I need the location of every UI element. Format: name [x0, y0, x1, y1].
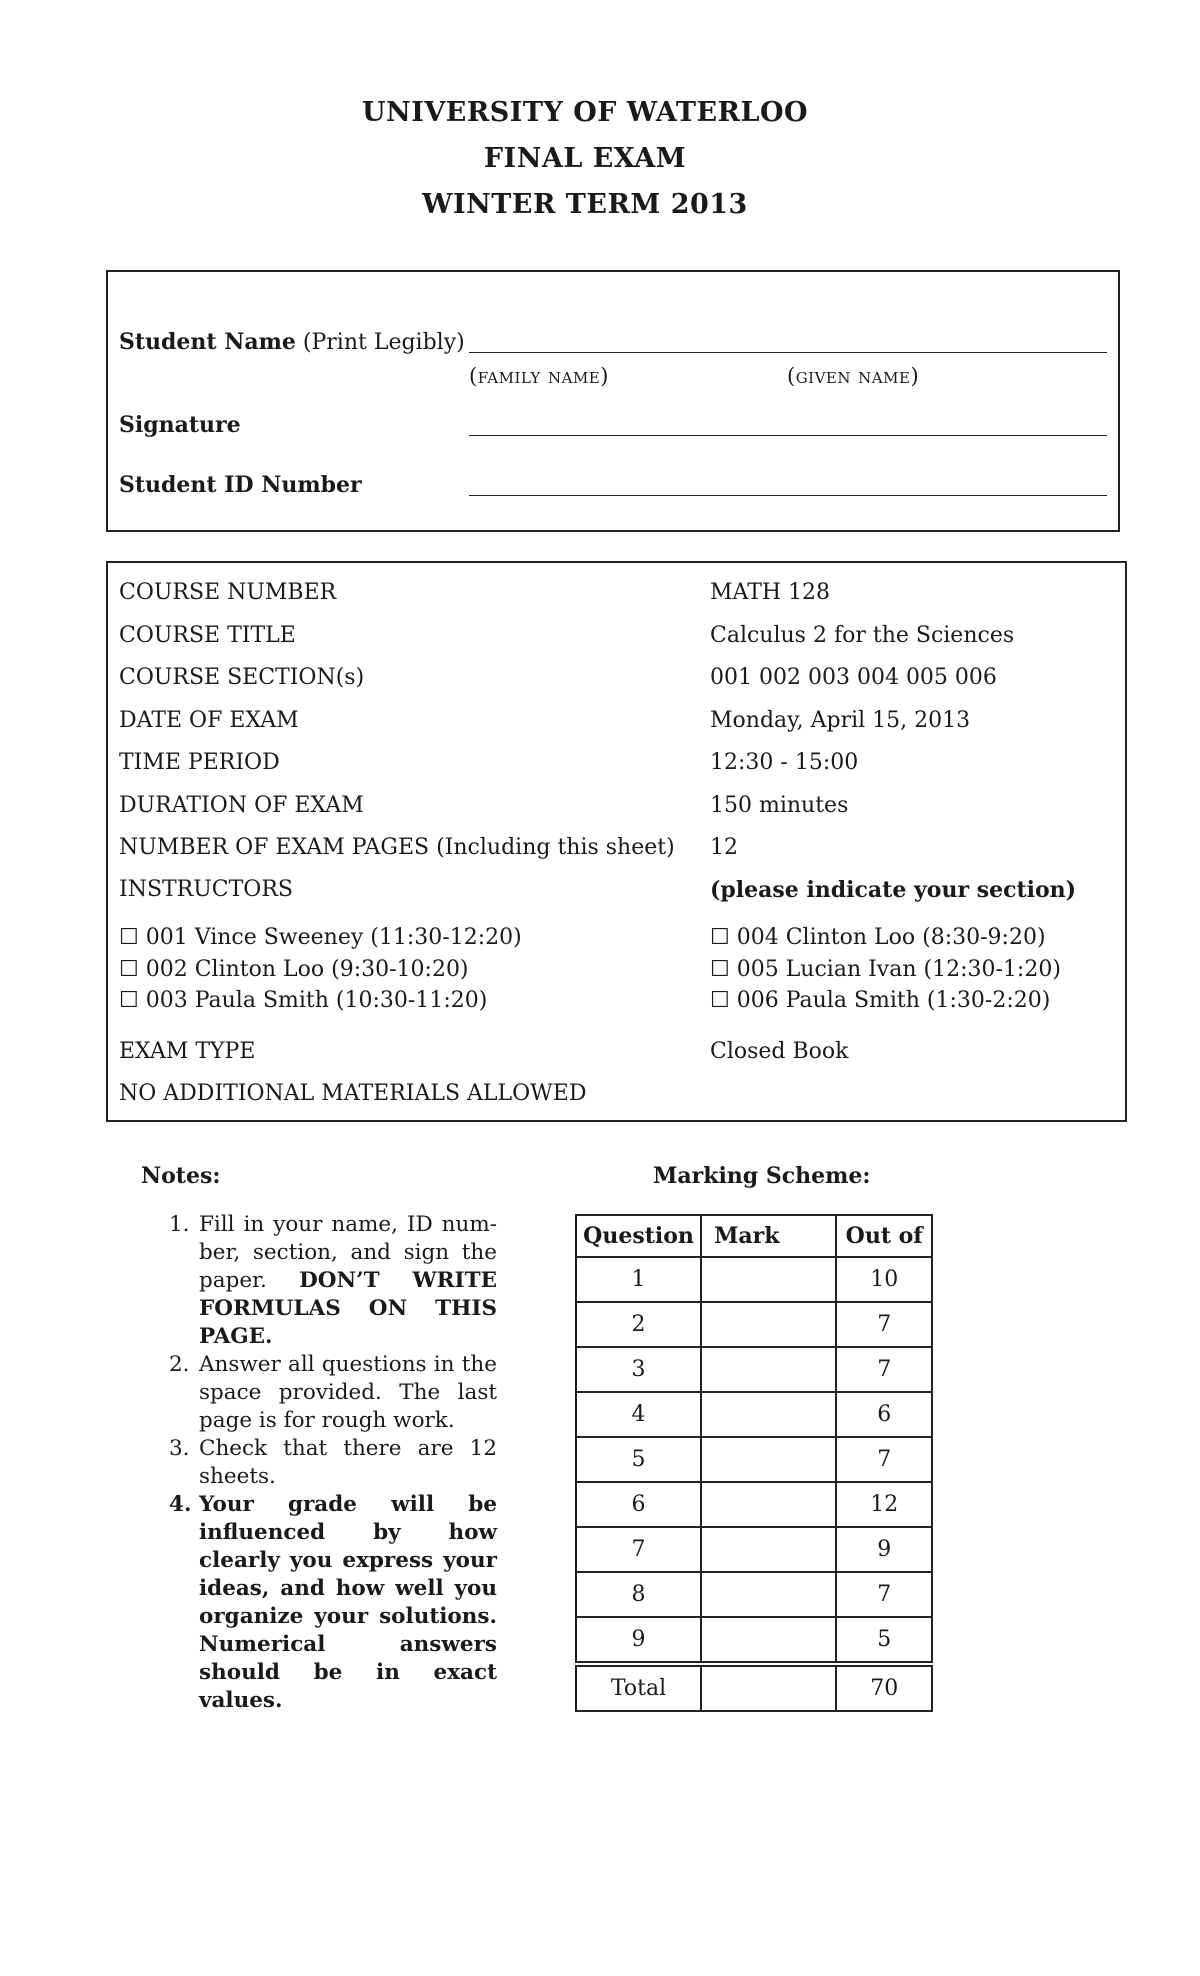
- student-name-line[interactable]: [469, 352, 1107, 353]
- note-number: 1.: [169, 1212, 190, 1237]
- question-number: 6: [576, 1482, 701, 1527]
- course-row-label: TIME PERIOD: [119, 750, 280, 775]
- mark-cell[interactable]: [701, 1257, 836, 1302]
- total-row: [576, 1666, 932, 1711]
- signature-line[interactable]: [469, 435, 1107, 436]
- question-number: 3: [576, 1347, 701, 1392]
- exam-type-value: Closed Book: [710, 1039, 849, 1064]
- table-row: [576, 1302, 932, 1347]
- section-003[interactable]: ☐ 003 Paula Smith (10:30-11:20): [119, 988, 488, 1013]
- student-name-title: Student Name: [119, 329, 296, 355]
- question-number: 5: [576, 1437, 701, 1482]
- course-row-label: DURATION OF EXAM: [119, 792, 364, 818]
- total-out-of: 70: [836, 1666, 932, 1711]
- course-row-label: COURSE SECTION(s): [119, 665, 365, 690]
- mark-cell[interactable]: [701, 1437, 836, 1482]
- total-label: Total: [576, 1666, 701, 1711]
- mark-cell[interactable]: [701, 1572, 836, 1617]
- note-text: Your grade will be influenced by how clearly you express your ideas, and how well you organize your solutions. Numerical answers should be in exact values.: [199, 1492, 497, 1713]
- course-row-label: COURSE TITLE: [119, 622, 296, 648]
- course-row-label: NUMBER OF EXAM PAGES (Including this sheet): [119, 835, 675, 860]
- out-of-value: 7: [836, 1347, 932, 1392]
- instructors-note: (please indicate your section): [710, 877, 1077, 903]
- materials-note: NO ADDITIONAL MATERIALS ALLOWED: [119, 1081, 587, 1106]
- instructors-label: INSTRUCTORS: [119, 877, 293, 902]
- exam-title: FINAL EXAM: [483, 143, 687, 174]
- marking-scheme-table: [575, 1214, 933, 1712]
- student-name-label: [119, 329, 465, 355]
- mark-cell[interactable]: [701, 1482, 836, 1527]
- column-header-out-of: Out of: [836, 1215, 932, 1257]
- note-emphasis: DON’T WRITE: [299, 1268, 497, 1293]
- mark-cell[interactable]: [701, 1302, 836, 1347]
- notes-list: [169, 1211, 497, 1715]
- note-emphasis: FORMULAS ON THIS: [199, 1296, 497, 1321]
- mark-cell[interactable]: [701, 1617, 836, 1662]
- note-line: Fill in your name, ID num-: [199, 1212, 497, 1237]
- mark-cell[interactable]: [701, 1347, 836, 1392]
- course-row-value: Calculus 2 for the Sciences: [710, 622, 1015, 648]
- out-of-value: 12: [836, 1482, 932, 1527]
- table-row: [576, 1437, 932, 1482]
- out-of-value: 7: [836, 1302, 932, 1347]
- note-item-4: [169, 1491, 497, 1715]
- term-title: WINTER TERM 2013: [422, 189, 748, 220]
- note-number: 2.: [169, 1352, 190, 1377]
- course-row-value: 001 002 003 004 005 006: [710, 665, 997, 690]
- course-row-value: 12:30 - 15:00: [710, 750, 859, 775]
- out-of-value: 5: [836, 1617, 932, 1662]
- signature-label: Signature: [119, 412, 241, 438]
- section-004[interactable]: ☐ 004 Clinton Loo (8:30-9:20): [710, 925, 1046, 950]
- section-001[interactable]: ☐ 001 Vince Sweeney (11:30-12:20): [119, 925, 522, 950]
- column-header-mark: Mark: [701, 1215, 836, 1257]
- notes-title: Notes:: [141, 1163, 221, 1189]
- table-row: [576, 1257, 932, 1302]
- question-number: 1: [576, 1257, 701, 1302]
- course-row-label: COURSE NUMBER: [119, 580, 337, 605]
- question-number: 8: [576, 1572, 701, 1617]
- question-number: 4: [576, 1392, 701, 1437]
- course-row-label: DATE OF EXAM: [119, 707, 299, 733]
- note-item-3: [169, 1435, 497, 1491]
- mark-cell[interactable]: [701, 1527, 836, 1572]
- student-id-label: Student ID Number: [119, 472, 362, 498]
- table-row: [576, 1617, 932, 1662]
- exam-type-label: EXAM TYPE: [119, 1039, 256, 1064]
- out-of-value: 7: [836, 1572, 932, 1617]
- note-text: Answer all questions in the space provided. The last page is for rough work.: [199, 1352, 497, 1433]
- family-name-caption: (family name): [469, 364, 609, 388]
- note-number: 3.: [169, 1436, 190, 1461]
- note-item-1: [169, 1211, 497, 1351]
- student-id-line[interactable]: [469, 495, 1107, 496]
- course-row-value: MATH 128: [710, 580, 831, 605]
- question-number: 2: [576, 1302, 701, 1347]
- university-title: UNIVERSITY OF WATERLOO: [361, 97, 808, 128]
- out-of-value: 6: [836, 1392, 932, 1437]
- question-number: 9: [576, 1617, 701, 1662]
- marking-scheme-title: Marking Scheme:: [653, 1163, 871, 1189]
- out-of-value: 9: [836, 1527, 932, 1572]
- table-row: [576, 1347, 932, 1392]
- mark-cell[interactable]: [701, 1392, 836, 1437]
- table-header-row: [576, 1215, 932, 1257]
- note-item-2: [169, 1351, 497, 1435]
- out-of-value: 10: [836, 1257, 932, 1302]
- section-005[interactable]: ☐ 005 Lucian Ivan (12:30-1:20): [710, 957, 1061, 982]
- course-row-value: 12: [710, 835, 738, 860]
- print-legibly-hint: (Print Legibly): [302, 330, 465, 355]
- note-line: ber, section, and sign the: [199, 1240, 497, 1265]
- course-row-value: 150 minutes: [710, 792, 849, 818]
- table-row: [576, 1572, 932, 1617]
- table-row: [576, 1392, 932, 1437]
- given-name-caption: (given name): [787, 364, 920, 388]
- note-emphasis: PAGE.: [199, 1324, 273, 1349]
- marking-scheme-body: [576, 1257, 932, 1711]
- question-number: 7: [576, 1527, 701, 1572]
- table-row: [576, 1527, 932, 1572]
- table-row: [576, 1482, 932, 1527]
- course-row-value: Monday, April 15, 2013: [710, 707, 971, 733]
- section-006[interactable]: ☐ 006 Paula Smith (1:30-2:20): [710, 988, 1051, 1013]
- note-line: [199, 1267, 497, 1295]
- note-text: Check that there are 12 sheets.: [199, 1436, 497, 1489]
- column-header-question: Question: [576, 1215, 701, 1257]
- total-mark-cell[interactable]: [701, 1666, 836, 1711]
- note-number: 4.: [169, 1492, 192, 1517]
- note-text: paper.: [199, 1268, 267, 1293]
- section-002[interactable]: ☐ 002 Clinton Loo (9:30-10:20): [119, 957, 469, 982]
- out-of-value: 7: [836, 1437, 932, 1482]
